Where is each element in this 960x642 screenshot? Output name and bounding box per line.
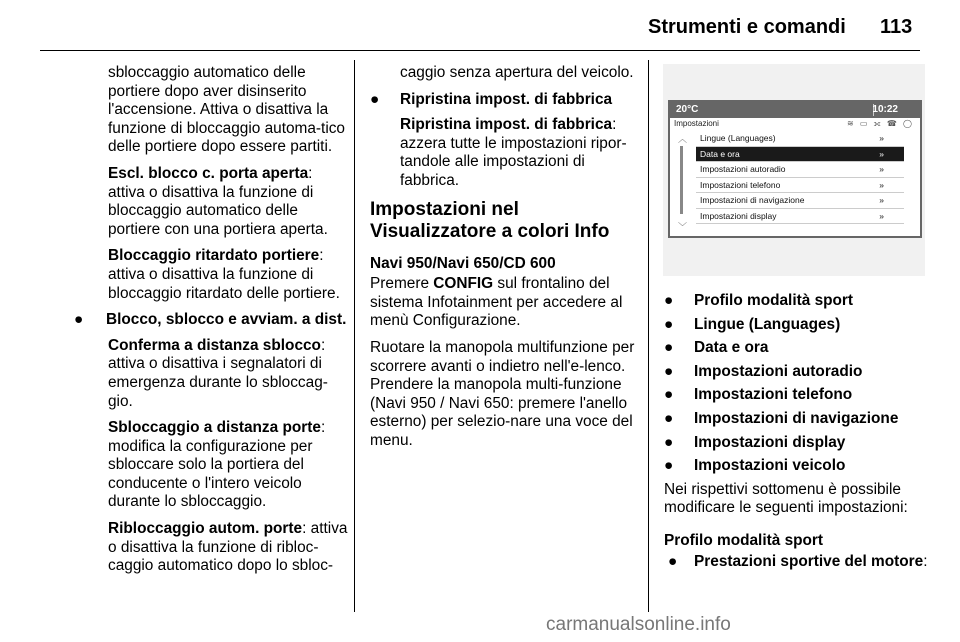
list-item [664,339,928,358]
watermark: carmanualsonline.info [546,614,731,635]
subheading: Profilo modalità sport [664,531,824,549]
bullet-icon: ● [74,311,84,329]
column-divider-1 [354,60,355,612]
list-item-label: Profilo modalità sport [694,292,854,309]
list-item [664,363,928,382]
paragraph [76,247,348,303]
menu-item-date-time[interactable] [696,147,904,163]
menu-item-label: Impostazioni telefono [700,179,781,190]
list-item-label: Lingue (Languages) [694,315,841,333]
term: Ripristina impost. di fabbrica [400,116,613,134]
page-number: 113 [880,16,913,38]
term: Conferma a distanza sblocco [108,336,321,354]
paragraph: sbloccaggio automatico delle portiere dopo aver disinserito l'accensione. Attiva o disattiva la funzione di bloccaggio automa-tico delle portiere dopo essere partiti. [108,64,345,156]
term: Bloccaggio ritardato portiere [108,247,320,265]
infotainment-screen [668,100,922,238]
list-item-label: Data e ora [694,339,769,357]
chevron-right-icon: » [879,164,884,174]
section-heading: Impostazioni nel Visualizzatore a colori Info [370,198,610,242]
temperature: 20°C [676,104,699,115]
term: Ribloccaggio autom. porte [108,520,303,538]
header-rule [40,50,920,51]
chevron-right-icon: » [879,133,884,143]
term: Sbloccaggio a distanza porte [108,419,321,437]
paragraph [76,520,348,576]
paragraph [76,337,348,411]
header-title: Strumenti e comandi [648,16,846,38]
menu-item-label: Impostazioni autoradio [700,164,786,174]
list-item [370,91,636,110]
list-item-label: Prestazioni sportive del motore [694,552,924,570]
list-item [664,292,928,311]
definition: : attiva o disattiva la funzione di ribloc-caggio automatico dopo lo sbloc- [108,520,348,575]
bullet-icon: ● [664,292,674,309]
menu-item-phone[interactable] [696,178,904,194]
bullet-icon: ● [664,386,674,404]
bullet-icon: ● [668,552,678,570]
chevron-right-icon: » [879,179,884,190]
bullet-icon: ● [664,457,674,475]
bullet-icon: ● [664,433,674,451]
status-icons: ≋ ▭ ⟗ ☎ ◯ [846,119,914,128]
screen-title-bar [670,118,920,130]
subheading: Navi 950/Navi 650/CD 600 [370,254,556,272]
definition: : azzera tutte le impostazioni ripor-tandole alle impostazioni di fabbrica. [400,116,627,189]
list-item [74,311,348,330]
screen-status-bar [670,102,920,118]
column-2 [370,64,636,459]
bullet-icon: ● [370,90,380,108]
list-item [664,316,928,335]
menu-item-label: Data e ora [700,148,740,159]
term: CONFIG [433,275,494,293]
bullet-icon: ● [664,339,674,357]
list-item [664,386,928,405]
menu-item-navigation[interactable] [696,193,904,209]
chevron-right-icon: » [879,210,884,221]
menu-item-display[interactable] [696,209,904,225]
list-item-label: Ripristina impost. di fabbrica [400,90,613,108]
chevron-right-icon: » [879,148,884,159]
list-item-label: Impostazioni display [694,433,846,451]
list-item-label: Impostazioni autoradio [694,362,863,380]
settings-menu-list [696,131,904,224]
column-3 [664,292,928,578]
clock: 10:22 [872,104,898,115]
chevron-right-icon: » [879,195,884,205]
bullet-icon: ● [664,362,674,380]
scroll-up-icon: ︿ [678,134,688,144]
bullet-icon: ● [664,315,674,333]
column-1 [76,64,348,584]
bullet-icon: ● [664,409,674,427]
menu-item-label: Lingue (Languages) [700,133,776,143]
list-item-label: Impostazioni veicolo [694,457,846,475]
paragraph [370,116,636,190]
paragraph: caggio senza apertura del veicolo. [400,64,634,81]
paragraph: Ruotare la manopola multifunzione per scorrere avanti o indietro nell'e-lenco. Prendere la manopola multi-funzione (Navi 950 / Navi 650: premere l'anello esterno) per selezio-nare una voce del menu. [370,338,635,449]
menu-item-radio[interactable] [696,162,904,178]
menu-item-label: Impostazioni display [700,210,777,221]
paragraph [370,275,636,331]
text: sul frontalino del sistema Infotainment per accedere al menù Configurazione. [370,275,623,330]
menu-item-languages[interactable] [696,131,904,147]
column-divider-2 [648,60,649,612]
list-item [664,434,928,453]
list-item-label: Impostazioni di navigazione [694,409,899,427]
menu-item-label: Impostazioni di navigazione [700,195,805,205]
list-item [664,457,928,476]
list-item [664,410,928,429]
scroll-down-icon: ﹀ [678,222,688,232]
definition: : attiva o disattiva la funzione di bloccaggio ritardato delle portiere. [108,247,340,302]
list-item-label: Impostazioni telefono [694,386,853,404]
term: Escl. blocco c. porta aperta [108,164,309,182]
definition: : attiva o disattiva i segnalatori di emergenza durante lo sbloccag-gio. [108,336,328,410]
paragraph: Nei rispettivi sottomenu è possibile modificare le seguenti impostazioni: [664,480,908,517]
screen-title: Impostazioni [674,119,719,128]
text: Premere [370,275,434,293]
paragraph [76,165,348,239]
definition: : attiva o disattiva la funzione di bloccaggio automatico delle portiere con una portiera aperta. [108,164,328,238]
scrollbar [680,146,683,214]
list-item-label: Blocco, sblocco e avviam. a dist. [106,311,347,329]
definition: : modifica la configurazione per sbloccare solo la portiera del conducente o l'intero veicolo durante lo sbloccaggio. [108,419,326,511]
paragraph [76,419,348,512]
list-item [664,553,928,572]
colon: : [923,552,928,570]
